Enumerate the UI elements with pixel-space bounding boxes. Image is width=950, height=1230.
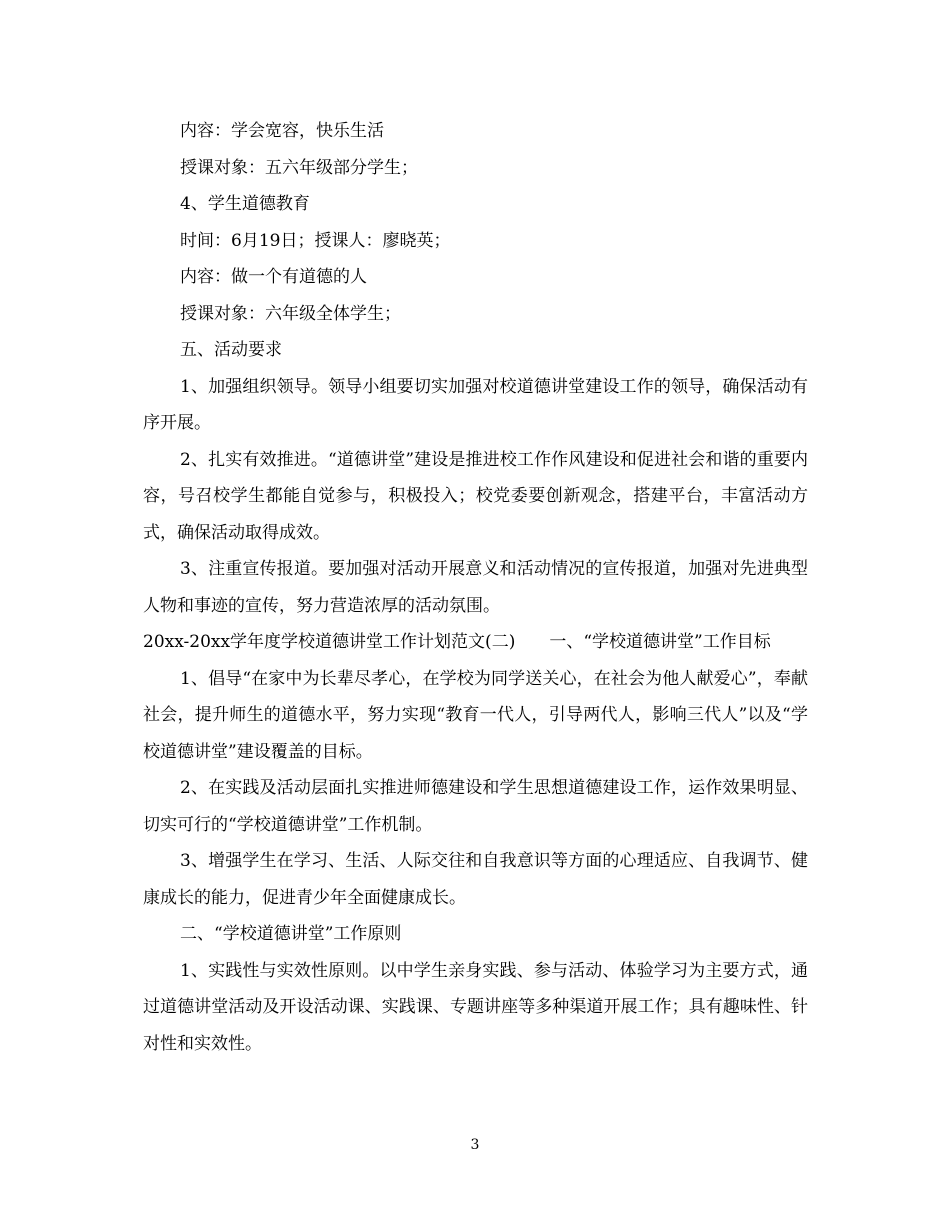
paragraph: 1、实践性与实效性原则。以中学生亲身实践、参与活动、体验学习为主要方式，通过道德讲堂活动及开设活动课、实践课、专题讲座等多种渠道开展工作；具有趣味性、针对性和实效性。 (143, 960, 808, 1054)
page-number: 3 (470, 1137, 480, 1153)
paragraph: 时间：6月19日；授课人：廖晓英； (180, 230, 451, 251)
document-body (143, 113, 808, 1062)
paragraph: 3、注重宣传报道。要加强对活动开展意义和活动情况的宣传报道，加强对先进典型人物和事迹的宣传，努力营造浓厚的活动氛围。 (143, 559, 808, 616)
paragraph: 内容：学会宽容，快乐生活 (180, 121, 384, 141)
section-heading: 二、“学校道德讲堂”工作原则 (180, 924, 402, 944)
section-heading: 4、学生道德教育 (180, 194, 310, 214)
paragraph: 授课对象：六年级全体学生； (180, 303, 401, 324)
paragraph: 授课对象：五六年级部分学生； (180, 157, 418, 178)
paragraph: 1、加强组织领导。领导小组要切实加强对校道德讲堂建设工作的领导，确保活动有序开展。 (143, 376, 808, 433)
document-title-line: 20xx-20xx学年度学校道德讲堂工作计划范文(二) 一、“学校道德讲堂”工作目标 (143, 632, 771, 652)
paragraph: 1、倡导“在家中为长辈尽孝心，在学校为同学送关心，在社会为他人献爱心”，奉献社会，提升师生的道德水平，努力实现“教育一代人，引导两代人，影响三代人”以及“学校道德讲堂”建设覆盖的目标。 (143, 668, 808, 762)
paragraph: 2、在实践及活动层面扎实推进师德建设和学生思想道德建设工作，运作效果明显、切实可行的“学校道德讲堂”工作机制。 (143, 778, 808, 835)
paragraph: 3、增强学生在学习、生活、人际交往和自我意识等方面的心理适应、自我调节、健康成长的能力，促进青少年全面健康成长。 (143, 851, 808, 908)
section-heading: 五、活动要求 (180, 340, 282, 360)
paragraph: 内容：做一个有道德的人 (180, 267, 367, 287)
paragraph: 2、扎实有效推进。“道德讲堂”建设是推进校工作作风建设和促进社会和谐的重要内容，号召校学生都能自觉参与，积极投入；校党委要创新观念，搭建平台，丰富活动方式，确保活动取得成效。 (143, 449, 808, 543)
